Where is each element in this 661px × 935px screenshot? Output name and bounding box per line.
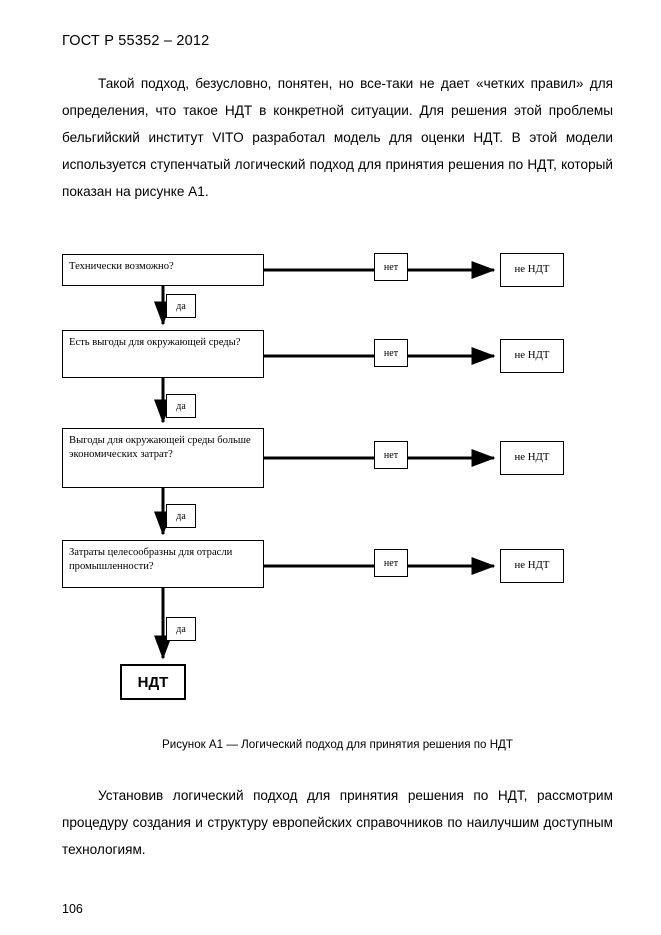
flow-yes-label-4: да [166,617,196,641]
flow-no-label-2: нет [374,339,408,367]
flow-outcome-not-bat-2: не НДТ [500,339,564,373]
flow-question-1: Технически возможно? [62,254,264,286]
flow-question-3: Выгоды для окружающей среды больше экономических затрат? [62,428,264,488]
outro-paragraph [62,782,613,863]
outro-paragraph-text: Установив логический подход для принятия решения по НДТ, рассмотрим процедуру создания и структуру европейских справочников по наилучшим доступным технологиям. [62,788,613,857]
figure-caption: Рисунок А1 — Логический подход для принятия решения по НДТ [161,738,513,751]
intro-paragraph [62,70,613,205]
flow-no-label-1: нет [374,253,408,281]
flow-question-2: Есть выгоды для окружающей среды? [62,330,264,378]
flow-outcome-not-bat-3: не НДТ [500,441,564,475]
flow-no-label-4: нет [374,549,408,577]
flow-no-label-3: нет [374,441,408,469]
flow-question-4: Затраты целесообразны для отрасли промышленности? [62,540,264,588]
flowchart [0,232,661,722]
flow-outcome-not-bat-1: не НДТ [500,253,564,287]
flow-outcome-bat: НДТ [120,664,186,700]
intro-paragraph-text: Такой подход, безусловно, понятен, но все-таки не дает «четких правил» для определения, что такое НДТ в конкретной ситуации. Для решения этой проблемы бельгийский институт VITO разработал модель для оценки НДТ. В этой модели используется ступенчатый логический подход для принятия решения по НДТ, который показан на рисунке А1. [62,76,613,199]
page-header: ГОСТ Р 55352 – 2012 [62,33,210,49]
flow-yes-label-1: да [166,294,196,318]
flow-yes-label-3: да [166,504,196,528]
page-number: 106 [62,902,83,916]
flow-yes-label-2: да [166,394,196,418]
flow-outcome-not-bat-4: не НДТ [500,549,564,583]
